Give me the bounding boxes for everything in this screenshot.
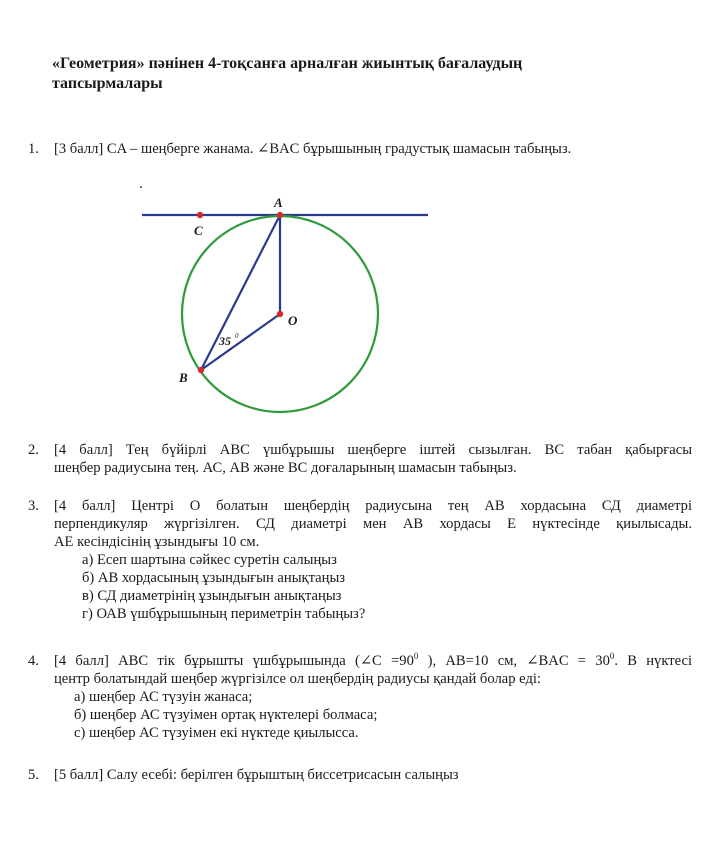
degree-sup: 0 [609,651,615,662]
task-number: 2. [28,442,39,458]
list-item: с) шеңбер АС түзуімен екі нүктеде қиылысса. [74,725,359,741]
label-c: C [194,223,203,238]
task-text-line: [4 балл] Центрі O болатын шеңбердің радиусына тең АВ хордасына СД диаметрі [54,498,692,514]
label-o: O [288,313,298,328]
geometry-figure [128,180,448,420]
task-number: 1. [28,141,39,157]
task-number: 3. [28,498,39,514]
task-text-part: [4 балл] АВС тік бұрышты үшбұрышында (∠C =90 [54,653,414,669]
list-item: а) шеңбер АС түзуін жанаса; [74,689,253,705]
task-text-line: АЕ кесіндісінің ұзындығы 10 см. [54,534,260,550]
point-c [197,212,203,218]
title-line-2: тапсырмалары [52,75,163,92]
task-text: [5 балл] Салу есебі: берілген бұрыштың биссетрисасын салыңыз [54,767,459,783]
point-b [198,367,204,373]
task-text-line: перпендикуляр жүргізілген. СД диаметрі мен АВ хордасы Е нүктесінде қиылысады. [54,516,692,532]
task-text-line: центр болатындай шеңбер жүргізілсе ол шеңбердің радиусы қандай болар еді: [54,671,541,687]
task-text: [3 балл] CA – шеңберге жанама. ∠BAC бұрышының градустық шамасын табыңыз. [54,141,572,157]
task-text-line: [4 балл] Тең бүйірлі ABC үшбұрышы шеңберге іштей сызылған. ВС табан қабырғасы [54,442,692,458]
title-line-1: «Геометрия» пәнінен 4-тоқсанға арналған жиынтық бағалаудың [52,55,523,72]
task-number: 5. [28,767,39,783]
task-text-part: . В нүктесі [614,653,693,669]
label-b: B [179,370,188,385]
point-o [277,311,283,317]
list-item: б) АВ хордасының ұзындығын анықтаңыз [82,570,346,586]
angle-degree: 0 [235,332,239,340]
list-item: г) ОАВ үшбұрышының периметрін табыңыз? [82,606,366,622]
list-item: а) Есеп шартына сәйкес суретін салыңыз [82,552,337,568]
task-text-line [54,652,692,670]
list-item: б) шеңбер АС түзуімен ортақ нүктелері болмаса; [74,707,378,723]
degree-sup: 0 [413,651,419,662]
angle-label: 35 [219,334,231,348]
segment-ab [201,215,280,370]
page-title [52,54,652,94]
task-text-line: шеңбер радиусына тең. АС, АВ және ВС доғаларының шамасын табыңыз. [54,460,517,476]
segment-ob [201,314,280,370]
label-a: A [274,195,283,210]
task-text-part: ), AB=10 см, ∠BAC = 30 [418,653,610,669]
point-a [277,212,283,218]
list-item: в) СД диаметрінің ұзындығын анықтаңыз [82,588,342,604]
task-number: 4. [28,653,39,669]
